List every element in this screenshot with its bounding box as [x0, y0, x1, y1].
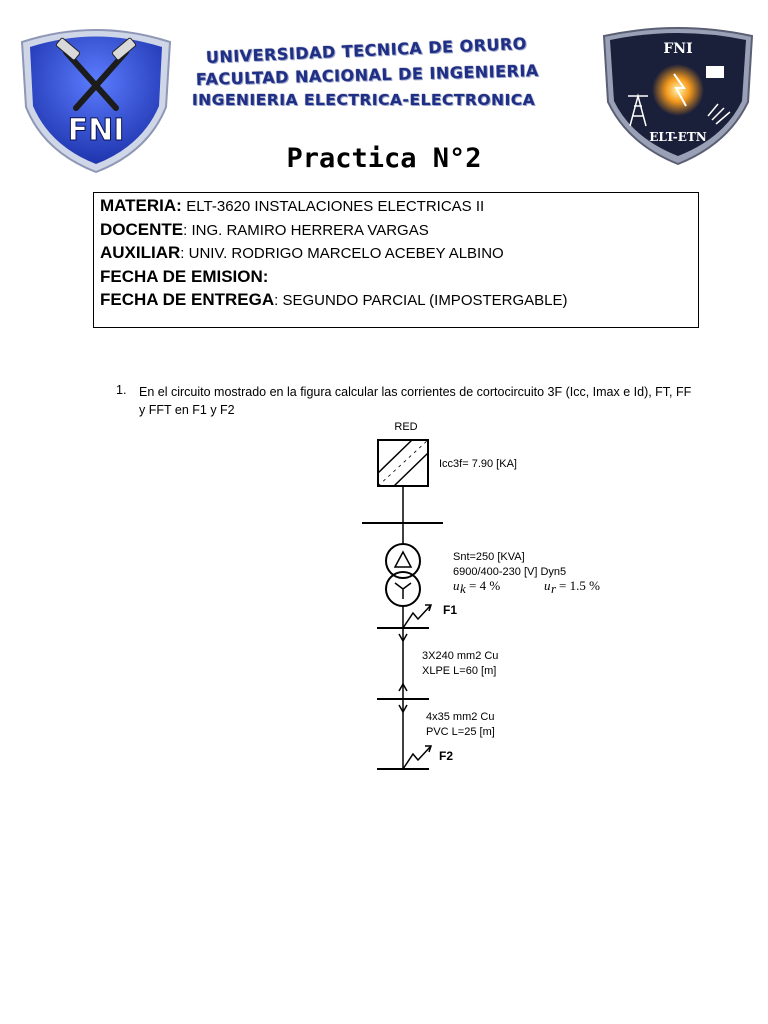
svg-text:u: u [544, 578, 551, 593]
circuit-diagram [300, 415, 660, 785]
page-title: Practica N°2 [286, 143, 482, 174]
materia-label: MATERIA: [100, 196, 182, 215]
svg-text:= 4 %: = 4 % [469, 578, 501, 593]
fault-f1-label: F1 [443, 603, 458, 617]
red-label: RED [394, 421, 418, 433]
entrega-label: FECHA DE ENTREGA [100, 290, 275, 310]
svg-text:= 1.5 %: = 1.5 % [559, 578, 600, 593]
shield-left-text: FNI [67, 113, 125, 148]
transformer-uk [453, 578, 500, 596]
fault-f2-symbol [403, 746, 431, 769]
info-row-entrega: FECHA DE ENTREGA: SEGUNDO PARCIAL (IMPOSTERGABLE) [100, 290, 568, 310]
question-text: En el circuito mostrado en la figura calcular las corrientes de cortocircuito 3F (Icc, Imax e Id), FT, FF y FFT en F1 y F2 [139, 385, 692, 417]
icc-label: Icc3f= 7.90 [KA] [439, 458, 517, 470]
transformer-power: Snt=250 [KVA] [453, 551, 525, 563]
shield-right-bottom-text: ELT-ETN [649, 130, 707, 144]
question-number: 1. [116, 383, 127, 397]
chip-icon [706, 66, 724, 78]
cable1-spec: 3X240 mm2 Cu [422, 650, 499, 662]
cable2-spec: 4x35 mm2 Cu [426, 711, 495, 723]
svg-text:u: u [453, 578, 460, 593]
faculty-name: FACULTAD NACIONAL DE INGENIERIA [195, 61, 540, 89]
shield-right-top-text: FNI [663, 41, 693, 57]
course-info-box [93, 192, 699, 328]
cable1-insulation: XLPE L=60 [m] [422, 665, 497, 677]
docente-value: ING. RAMIRO HERRERA VARGAS [191, 221, 429, 239]
info-row-emision [100, 265, 692, 289]
transformer-ur [544, 578, 600, 596]
transformer-voltage: 6900/400-230 [V] Dyn5 [453, 566, 567, 578]
cable2-insulation: PVC L=25 [m] [426, 726, 495, 738]
auxiliar-label: AUXILIAR [100, 243, 181, 263]
fault-f1-symbol [403, 605, 431, 628]
network-source-symbol [378, 440, 428, 486]
fault-f2-label: F2 [439, 749, 454, 763]
svg-text:k: k [460, 581, 466, 596]
emision-label: FECHA DE EMISION: [100, 266, 269, 286]
auxiliar-value: UNIV. RODRIGO MARCELO ACEBEY ALBINO [188, 245, 504, 263]
docente-label: DOCENTE [100, 219, 184, 239]
department-name: INGENIERIA ELECTRICA-ELECTRONICA [192, 91, 536, 109]
svg-text:r: r [551, 581, 557, 596]
info-row-docente: DOCENTE: ING. RAMIRO HERRERA VARGAS [100, 219, 429, 239]
transformer-symbol [386, 544, 420, 606]
materia-value: ELT-3620 INSTALACIONES ELECTRICAS II [186, 198, 485, 215]
entrega-value: SEGUNDO PARCIAL (IMPOSTERGABLE) [282, 292, 568, 310]
info-row-materia [100, 194, 692, 218]
university-name: UNIVERSIDAD TECNICA DE ORURO [205, 33, 528, 67]
info-row-auxiliar: AUXILIAR: UNIV. RODRIGO MARCELO ACEBEY ALBINO [100, 243, 504, 263]
